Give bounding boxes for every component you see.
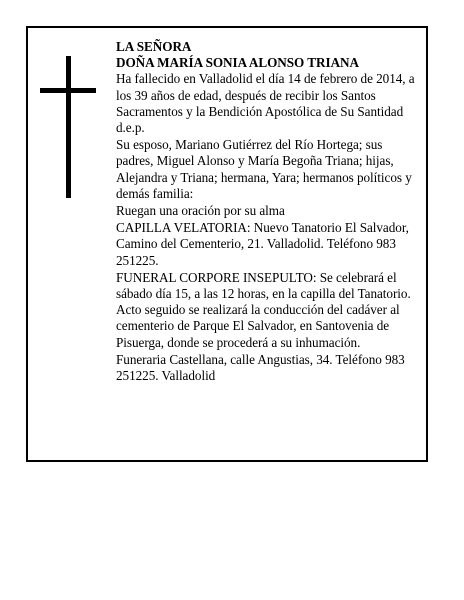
prayer-request: Ruegan una oración por su alma	[116, 203, 285, 219]
family-list: Su esposo, Mariano Gutiérrez del Río Hortega; sus padres, Miguel Alonso y María Begoña Triana; hijas, Alejandra y Triana; hermana, Yara; hermanos políticos y demás familia:	[116, 137, 412, 201]
notice-text	[116, 39, 422, 385]
death-announcement: Ha fallecido en Valladolid el día 14 de febrero de 2014, a los 39 años de edad, después de recibir los Santos Sacramentos y la Bendición Apostólica de Su Santidad d.e.p.	[116, 71, 415, 136]
cross-icon	[40, 56, 96, 198]
funeral-info: FUNERAL CORPORE INSEPULTO: Se celebrará el sábado día 15, a las 12 horas, en la capilla del Tanatorio. Acto seguido se realizará la conducción del cadáver al cementerio de Parque El Salvador, en Santovenia de Pisuerga, donde se procederá a su inhumación.	[116, 269, 411, 350]
funeral-home-info: Funeraria Castellana, calle Angustias, 34. Teléfono 983 251225. Valladolid	[116, 351, 405, 384]
deceased-name: DOÑA MARÍA SONIA ALONSO TRIANA	[116, 55, 360, 71]
obituary-notice	[26, 26, 428, 462]
cross-vertical-bar	[66, 56, 71, 198]
cross-horizontal-bar	[40, 88, 96, 93]
notice-title: LA SEÑORA	[116, 39, 192, 54]
wake-chapel-info: CAPILLA VELATORIA: Nuevo Tanatorio El Salvador, Camino del Cementerio, 21. Valladolid. Teléfono 983 251225.	[116, 220, 409, 268]
